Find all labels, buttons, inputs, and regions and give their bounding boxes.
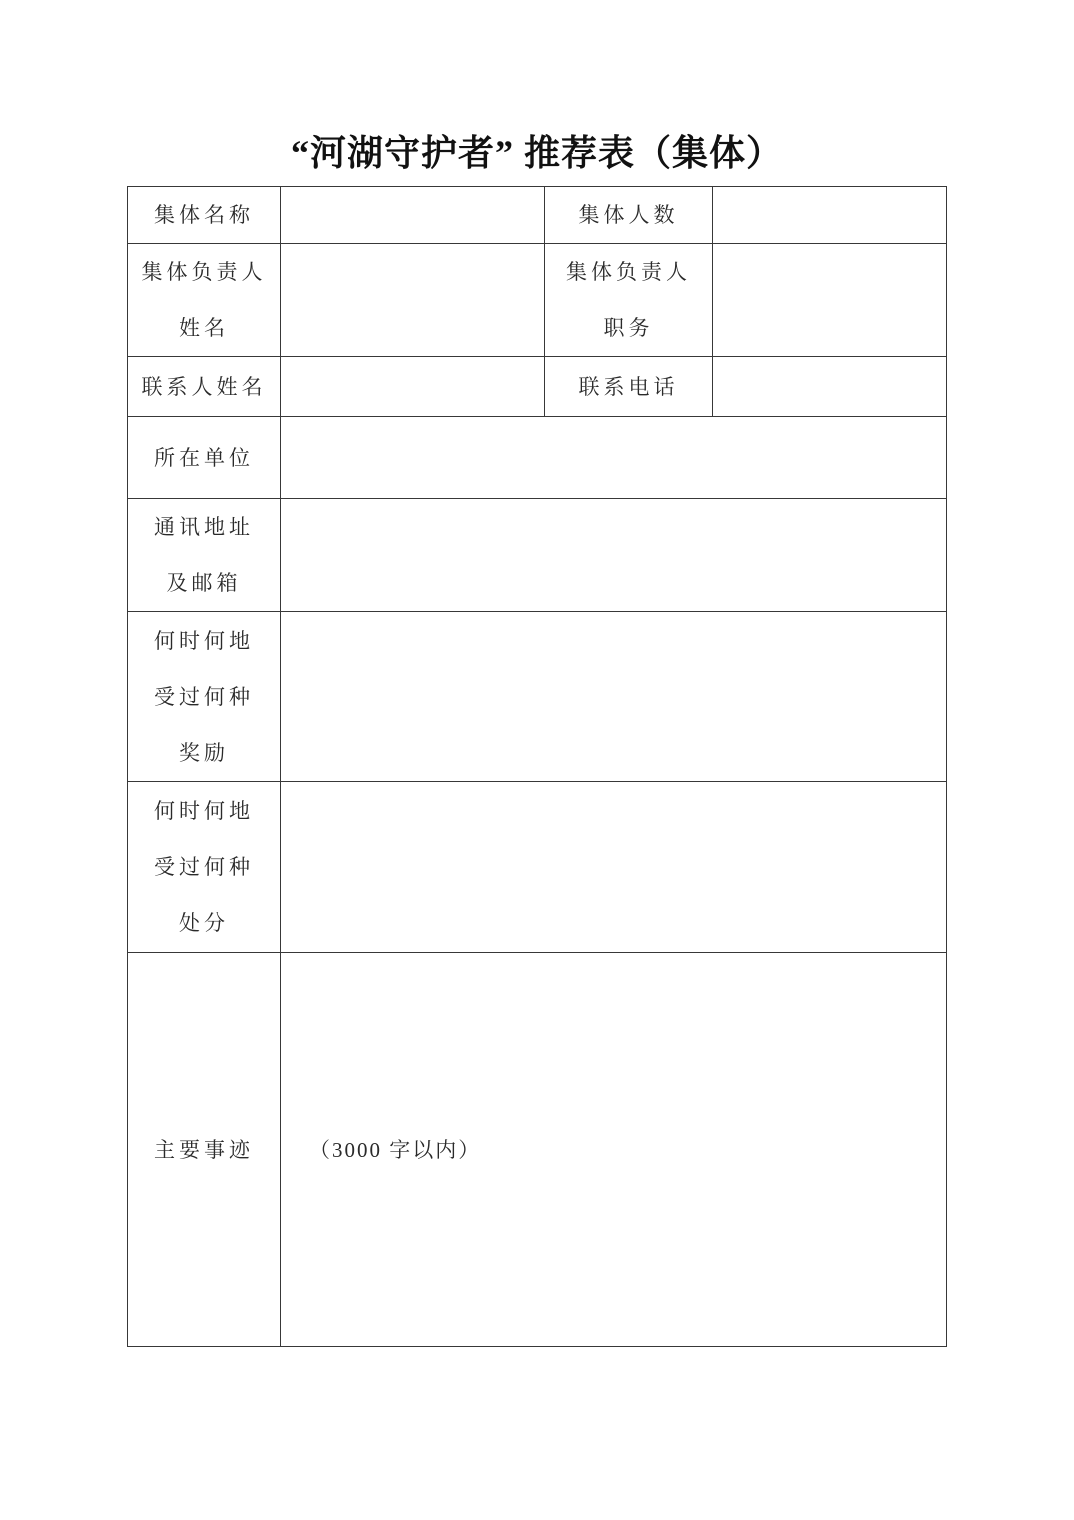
label-collective-name: 集体名称	[128, 187, 281, 244]
table-row	[128, 782, 947, 953]
table-row	[128, 187, 947, 244]
label-organization: 所在单位	[128, 417, 281, 499]
label-punishments: 何时何地 受过何种 处分	[128, 782, 281, 953]
table-row	[128, 244, 947, 357]
field-contact-phone[interactable]	[713, 357, 947, 417]
label-address-email: 通讯地址 及邮箱	[128, 499, 281, 612]
field-awards[interactable]	[281, 612, 947, 782]
recommendation-form-table	[127, 186, 947, 1347]
table-row	[128, 612, 947, 782]
page-title: “河湖守护者” 推荐表（集体）	[290, 133, 783, 173]
field-main-deeds[interactable]	[281, 953, 947, 1347]
word-limit-note: （3000 字以内）	[309, 1137, 482, 1162]
field-address-email[interactable]	[281, 499, 947, 612]
label-leader-name: 集体负责人 姓名	[128, 244, 281, 357]
table-row	[128, 499, 947, 612]
label-contact-phone: 联系电话	[545, 357, 713, 417]
label-awards: 何时何地 受过何种 奖励	[128, 612, 281, 782]
field-collective-name[interactable]	[281, 187, 545, 244]
field-leader-name[interactable]	[281, 244, 545, 357]
field-collective-size[interactable]	[713, 187, 947, 244]
label-leader-title: 集体负责人 职务	[545, 244, 713, 357]
label-main-deeds: 主要事迹	[128, 953, 281, 1347]
table-row	[128, 953, 947, 1347]
field-punishments[interactable]	[281, 782, 947, 953]
field-contact-name[interactable]	[281, 357, 545, 417]
label-contact-name: 联系人姓名	[128, 357, 281, 417]
table-row	[128, 417, 947, 499]
label-collective-size: 集体人数	[545, 187, 713, 244]
field-leader-title[interactable]	[713, 244, 947, 357]
table-row	[128, 357, 947, 417]
field-organization[interactable]	[281, 417, 947, 499]
